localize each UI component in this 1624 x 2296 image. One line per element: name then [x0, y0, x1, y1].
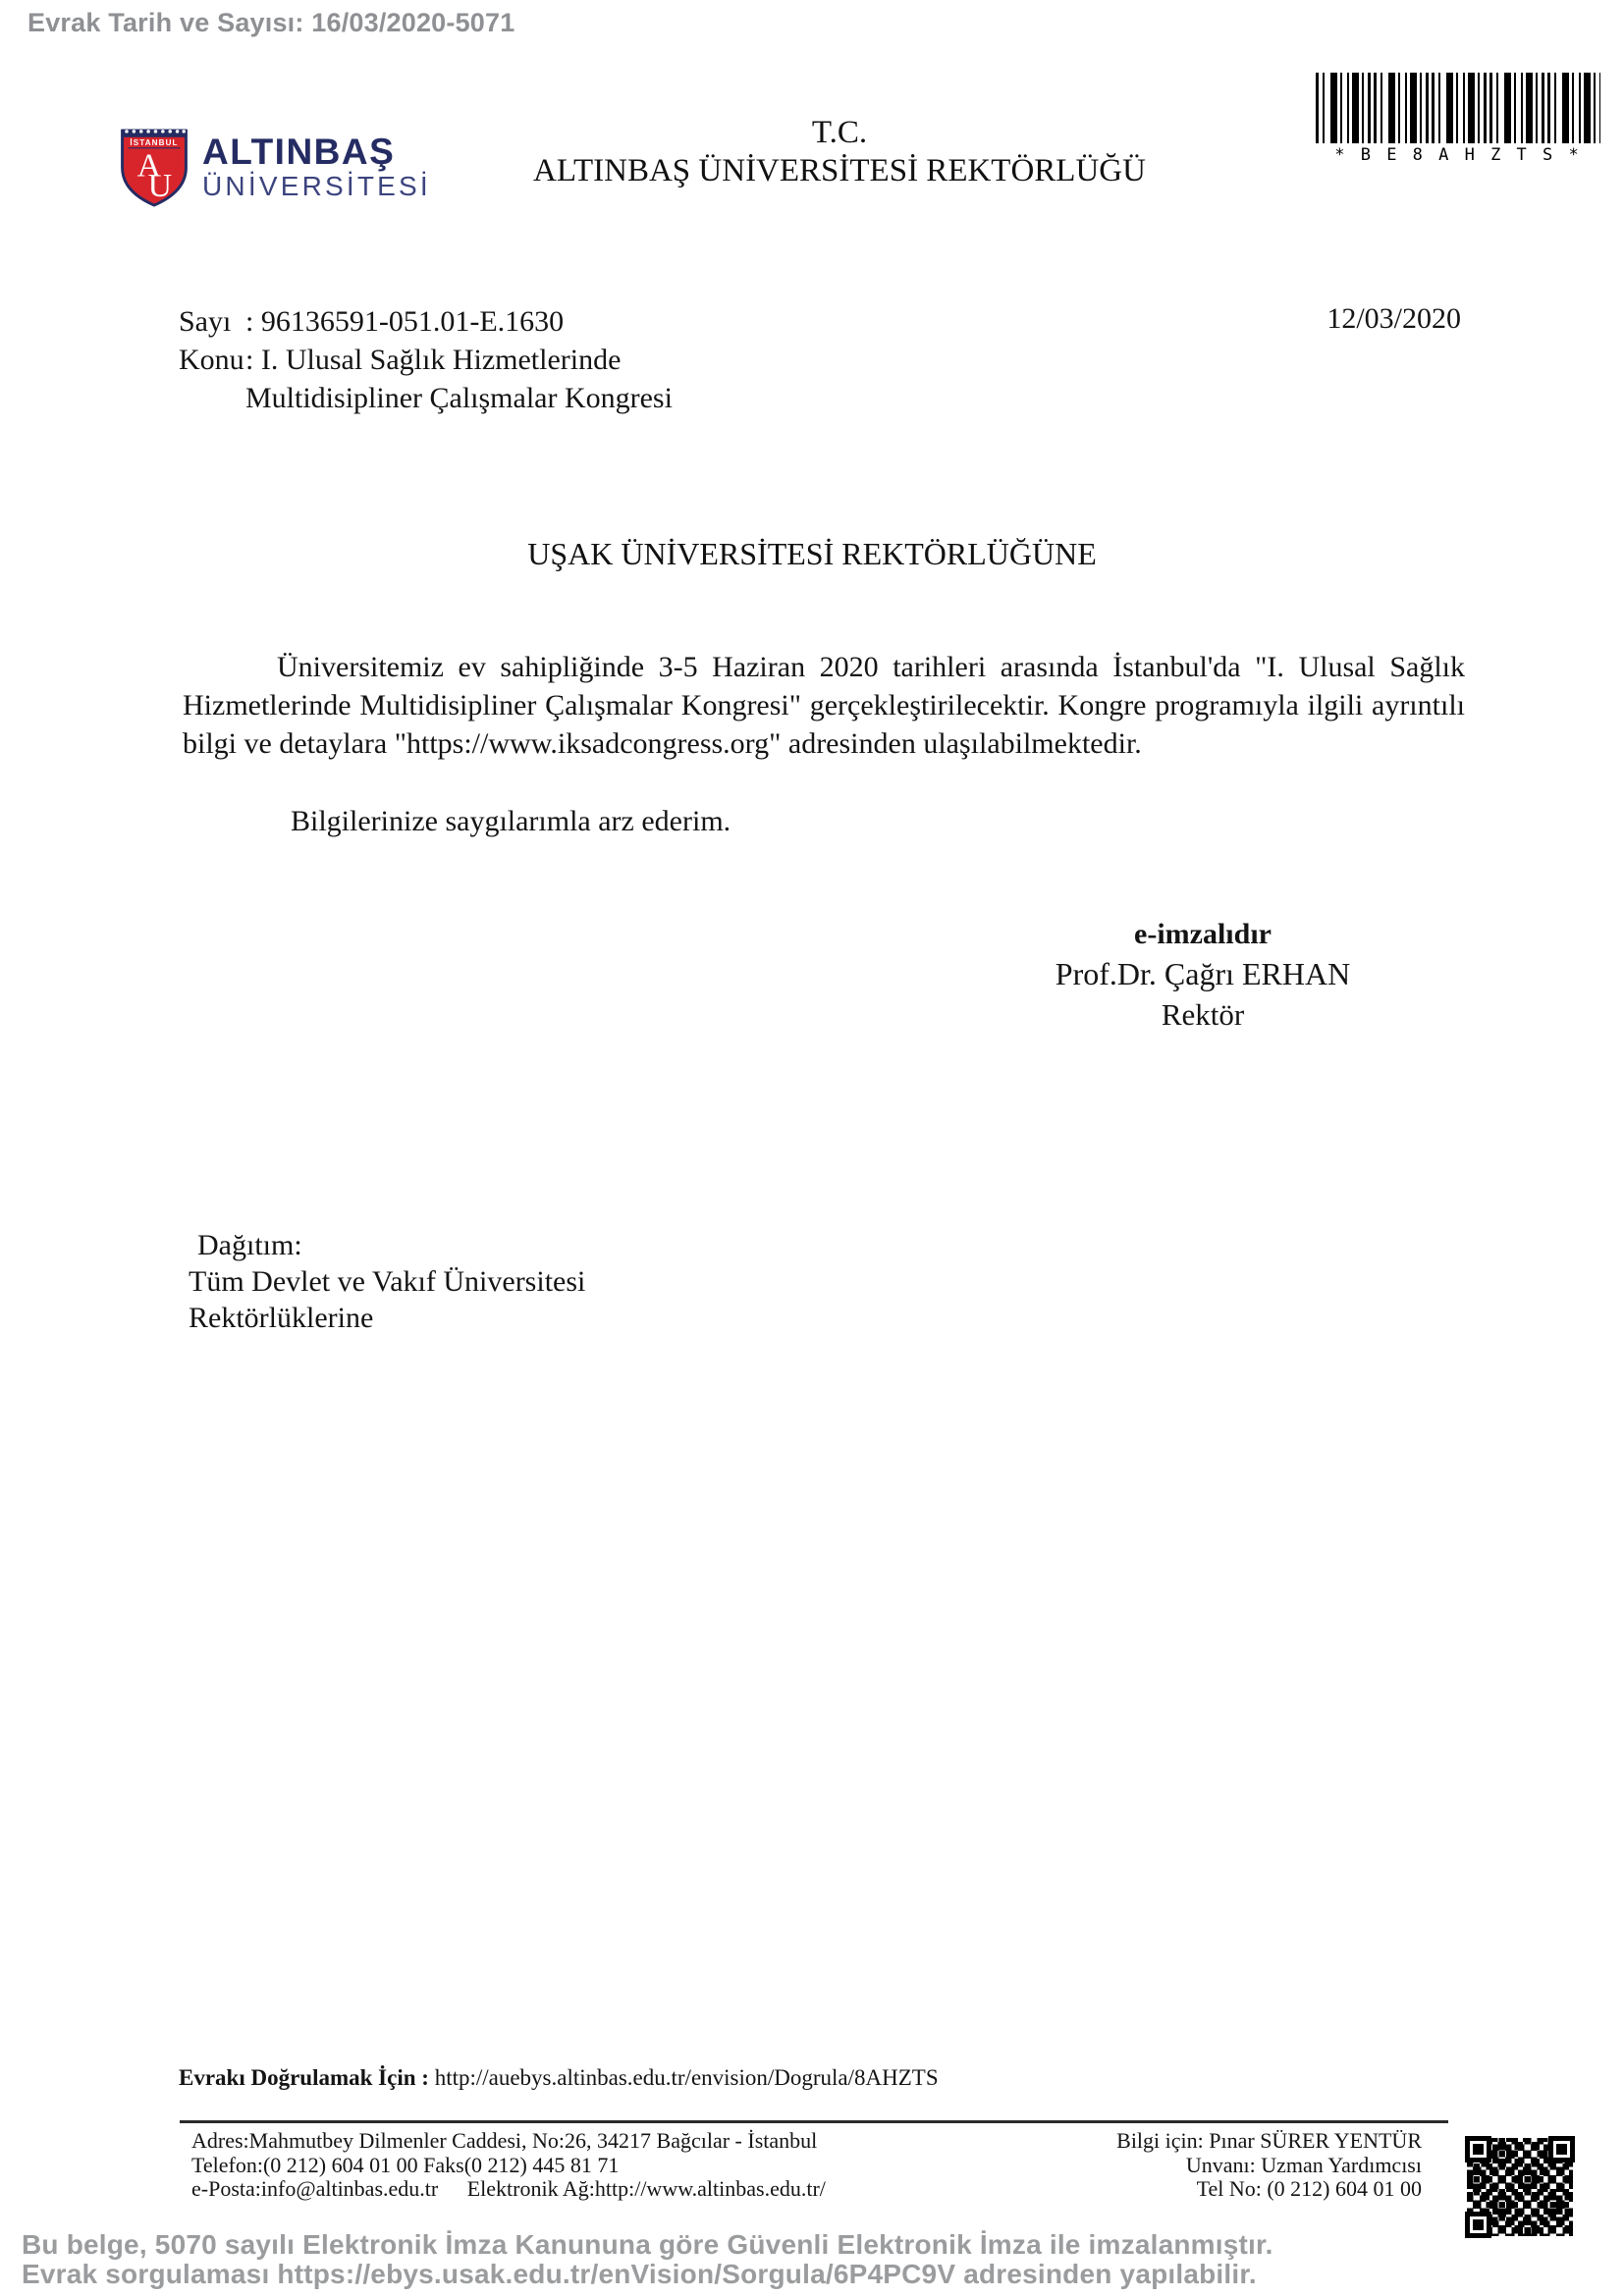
monogram-a: A — [136, 147, 162, 185]
verification-label: Evrakı Doğrulamak İçin : — [179, 2065, 429, 2090]
konu-value: : I. Ulusal Sağlık Hizmetlerinde — [245, 344, 622, 376]
signer-name: Prof.Dr. Çağrı ERHAN — [1055, 956, 1351, 991]
closing-line: Bilgilerinize saygılarımla arz ederim. — [291, 805, 731, 837]
esign-note: e-imzalıdır — [1134, 918, 1272, 950]
esignature-legal-note — [22, 2230, 1273, 2289]
qr-finder-top-right — [1548, 2136, 1575, 2163]
esignature-note-line1: Bu belge, 5070 sayılı Elektronik İmza Kanununa göre Güvenli Elektronik İmza ile imzalanmıştır. — [22, 2229, 1273, 2260]
sayi-label: Sayı — [179, 305, 232, 338]
university-subname: ÜNİVERSİTESİ — [202, 171, 431, 201]
letterhead-tc: T.C. — [811, 115, 868, 150]
distribution-block — [189, 1227, 585, 1336]
footer-divider — [180, 2120, 1448, 2123]
shield-city-label: İSTANBUL — [130, 137, 179, 147]
letterhead-org: ALTINBAŞ ÜNİVERSİTESİ REKTÖRLÜĞÜ — [533, 153, 1146, 188]
distribution-line: Tüm Devlet ve Vakıf Üniversitesi — [189, 1265, 586, 1298]
footer-contact-title: Unvanı: Uzman Yardımcısı — [1185, 2152, 1422, 2177]
footer-email: e-Posta:info@altinbas.edu.tr — [191, 2176, 439, 2202]
barcode-bars-icon — [1316, 73, 1600, 143]
signature-block — [933, 914, 1473, 1035]
footer-contact-tel: Tel No: (0 212) 604 01 00 — [1196, 2176, 1422, 2202]
recipient-line: UŞAK ÜNİVERSİTESİ REKTÖRLÜĞÜNE — [527, 536, 1097, 571]
document-date-number-stamp: Evrak Tarih ve Sayısı: 16/03/2020-5071 — [27, 8, 515, 37]
signer-title: Rektör — [1161, 997, 1245, 1032]
footer-contact-left — [191, 2129, 826, 2202]
qr-finder-top-left — [1465, 2136, 1491, 2163]
footer-website: Elektronik Ağ:http://www.altinbas.edu.tr/ — [466, 2176, 826, 2202]
distribution-label: Dağıtım: — [197, 1229, 302, 1261]
verification-url: http://auebys.altinbas.edu.tr/envision/Dogrula/8AHZTS — [434, 2065, 939, 2090]
verification-line — [179, 2065, 939, 2091]
footer-address: Adres:Mahmutbey Dilmenler Caddesi, No:26, 34217 Bağcılar - İstanbul — [191, 2128, 818, 2153]
footer-contact-right — [1116, 2129, 1422, 2202]
esignature-note-line2: Evrak sorgulaması https://ebys.usak.edu.tr/enVision/Sorgula/6P4PC9V adresinden yapılabilir. — [22, 2259, 1257, 2289]
barcode-text: * B E 8 A H Z T S * — [1334, 145, 1582, 165]
university-name: ALTINBAŞ — [202, 132, 396, 172]
document-meta — [179, 302, 673, 417]
distribution-line: Rektörlüklerine — [189, 1302, 374, 1334]
footer-phone: Telefon:(0 212) 604 01 00 Faks(0 212) 445 81 71 — [191, 2152, 620, 2177]
konu-value-line2: Multidisipliner Çalışmalar Kongresi — [245, 382, 673, 414]
footer-contact-name: Bilgi için: Pınar SÜRER YENTÜR — [1116, 2128, 1422, 2153]
qr-code-icon — [1465, 2136, 1575, 2238]
document-date: 12/03/2020 — [1326, 302, 1461, 335]
body-paragraph: Üniversitemiz ev sahipliğinde 3-5 Haziran 2020 tarihleri arasında İstanbul'da "I. Ulusal Sağlık Hizmetlerinde Multidisipliner Çalışmalar Kongresi" gerçekleştirilecektir. Kongre programıyla ilgili ayrıntılı bilgi ve detaylara "https://www.iksadcongress.org" adresinden ulaşılabilmektedir. — [183, 651, 1465, 760]
qr-finder-bottom-left — [1465, 2212, 1491, 2238]
sayi-value: : 96136591-051.01-E.1630 — [245, 305, 565, 338]
monogram-u: U — [147, 168, 173, 205]
document-barcode — [1316, 73, 1600, 165]
konu-label: Konu — [179, 344, 244, 376]
